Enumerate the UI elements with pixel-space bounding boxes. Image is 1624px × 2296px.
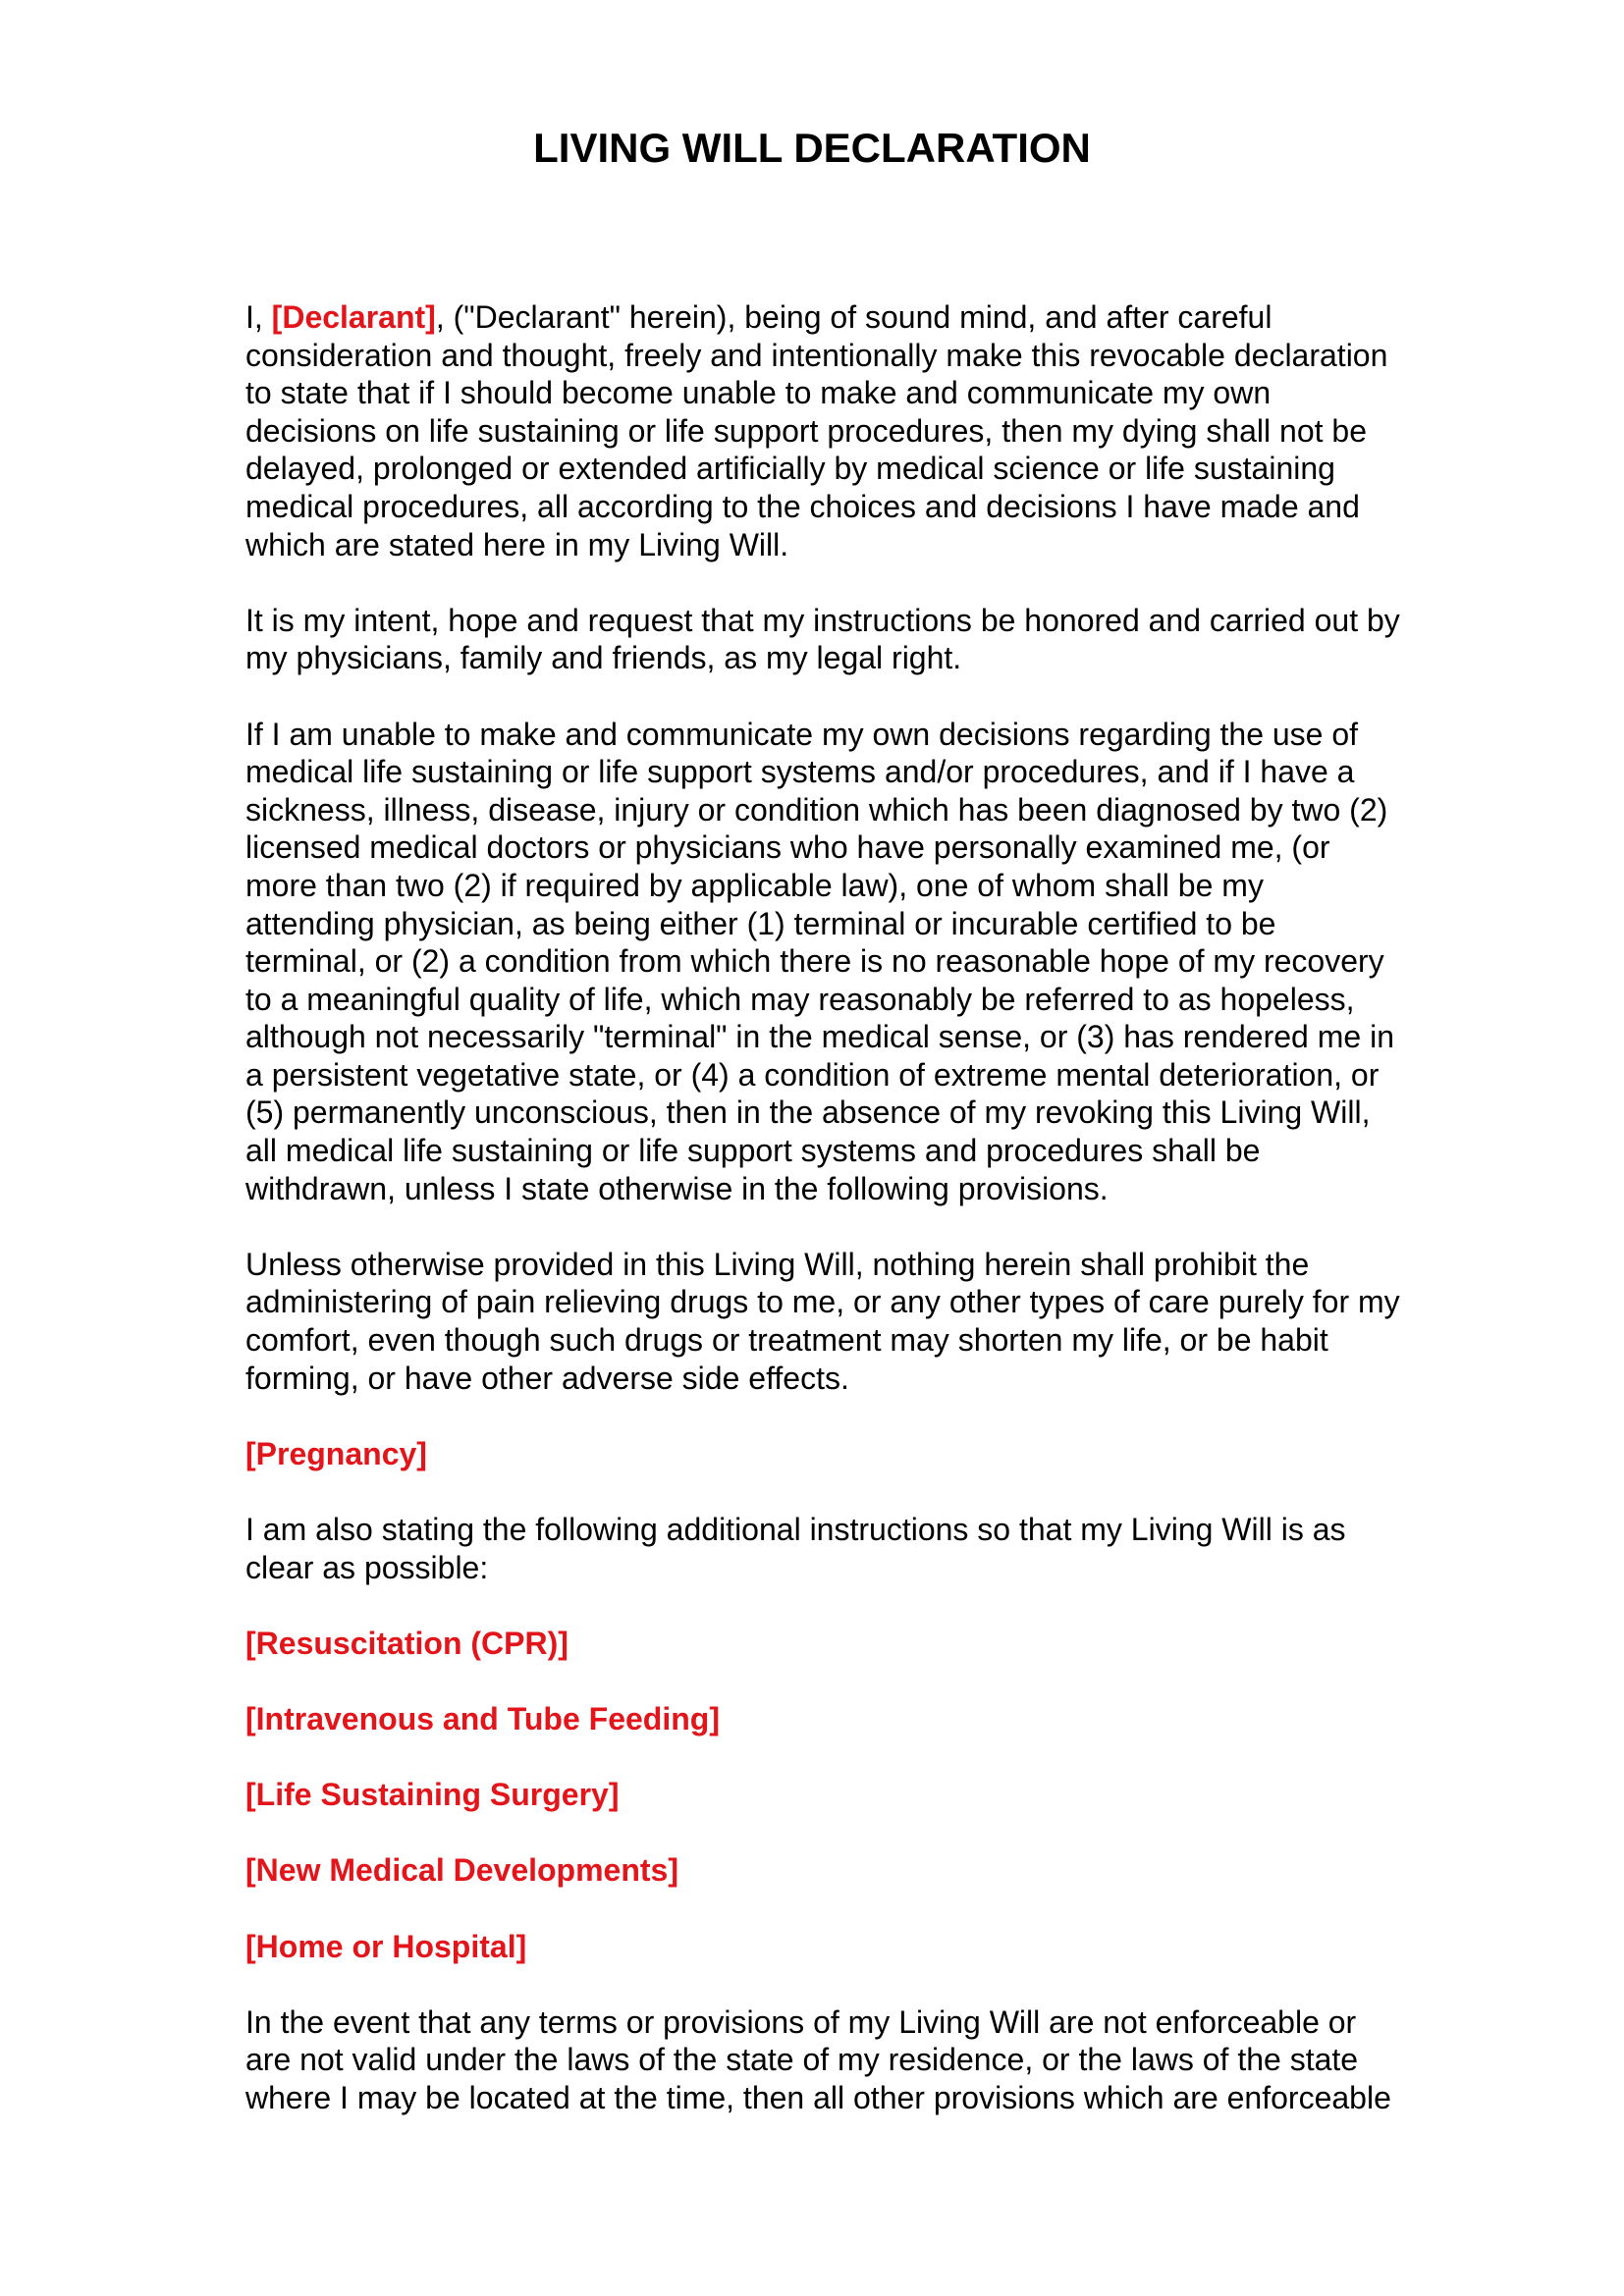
- paragraph-line: It is my intent, hope and request that my instructions be honored and carried out by: [245, 602, 1400, 638]
- paragraph-line: [245, 299, 1272, 335]
- paragraph-line: licensed medical doctors or physicians who have personally examined me, (or: [245, 829, 1330, 866]
- paragraph-line: In the event that any terms or provisions of my Living Will are not enforceable or: [245, 2003, 1357, 2040]
- paragraph-line: a persistent vegetative state, or (4) a condition of extreme mental deterioration, or: [245, 1056, 1380, 1093]
- paragraph-line: my physicians, family and friends, as my legal right.: [245, 640, 962, 676]
- placeholder-life-sustaining-surgery: [Life Sustaining Surgery]: [245, 1777, 620, 1813]
- paragraph-line: to a meaningful quality of life, which may reasonably be referred to as hopeless,: [245, 981, 1355, 1017]
- paragraph-line: I am also stating the following additional instructions so that my Living Will is as: [245, 1512, 1346, 1547]
- placeholder-intravenous-feeding: [Intravenous and Tube Feeding]: [245, 1700, 720, 1736]
- paragraph-line: although not necessarily "terminal" in the medical sense, or (3) has rendered me in: [245, 1019, 1394, 1055]
- paragraph-line: consideration and thought, freely and intentionally make this revocable declaration: [245, 337, 1388, 373]
- paragraph-line: comfort, even though such drugs or treatment may shorten my life, or be habit: [245, 1322, 1328, 1359]
- paragraph-conditions: [245, 716, 1463, 1208]
- paragraph-line: medical procedures, all according to the choices and decisions I have made and: [245, 488, 1360, 524]
- placeholder-home-or-hospital: [Home or Hospital]: [245, 1928, 527, 1964]
- paragraph-line: to state that if I should become unable to make and communicate my own: [245, 375, 1272, 411]
- paragraph-line: sickness, illness, disease, injury or condition which has been diagnosed by two (2): [245, 791, 1388, 828]
- placeholder-new-medical-developments: [New Medical Developments]: [245, 1852, 678, 1889]
- paragraph-line: clear as possible:: [245, 1549, 489, 1585]
- paragraph-line: where I may be located at the time, then all other provisions which are enforceable: [245, 2079, 1391, 2115]
- paragraph-intent: [245, 602, 1463, 677]
- paragraph-pain-relief: [245, 1246, 1463, 1397]
- paragraph-line: medical life sustaining or life support systems and/or procedures, and if I have a: [245, 754, 1355, 790]
- paragraph-line: terminal, or (2) a condition from which there is no reasonable hope of my recovery: [245, 943, 1384, 980]
- document-title: LIVING WILL DECLARATION: [533, 125, 1091, 171]
- paragraph-line: all medical life sustaining or life support systems and procedures shall be: [245, 1133, 1261, 1169]
- placeholder-resuscitation: [Resuscitation (CPR)]: [245, 1625, 568, 1661]
- paragraph-line: are not valid under the laws of the state of my residence, or the laws of the state: [245, 2042, 1359, 2078]
- paragraph-line: more than two (2) if required by applicable law), one of whom shall be my: [245, 867, 1264, 903]
- paragraph-line: withdrawn, unless I state otherwise in the following provisions.: [245, 1170, 1109, 1206]
- placeholder-pregnancy: [Pregnancy]: [245, 1435, 427, 1471]
- paragraph-declaration: [245, 298, 1463, 563]
- paragraph-line: forming, or have other adverse side effects.: [245, 1360, 849, 1396]
- paragraph-line: decisions on life sustaining or life support procedures, then my dying shall not be: [245, 412, 1367, 449]
- paragraph-line: which are stated here in my Living Will.: [245, 526, 789, 562]
- paragraph-line: Unless otherwise provided in this Living Will, nothing herein shall prohibit the: [245, 1246, 1310, 1282]
- paragraph-line: If I am unable to make and communicate my own decisions regarding the use of: [245, 716, 1359, 752]
- text-line: , ("Declarant" herein), being of sound mind, and after careful: [435, 299, 1272, 335]
- paragraph-line: attending physician, as being either (1) terminal or incurable certified to be: [245, 905, 1276, 941]
- declarant-placeholder: [Declarant]: [271, 299, 436, 335]
- paragraph-line: (5) permanently unconscious, then in the absence of my revoking this Living Will,: [245, 1095, 1371, 1131]
- paragraph-line: administering of pain relieving drugs to me, or any other types of care purely for my: [245, 1284, 1400, 1320]
- paragraph-additional-instructions: [245, 1511, 1463, 1586]
- paragraph-line: delayed, prolonged or extended artificially by medical science or life sustaining: [245, 451, 1335, 487]
- paragraph-enforceability: [245, 2003, 1463, 2117]
- text-prefix: I,: [245, 299, 272, 335]
- document-body: [245, 298, 1463, 2155]
